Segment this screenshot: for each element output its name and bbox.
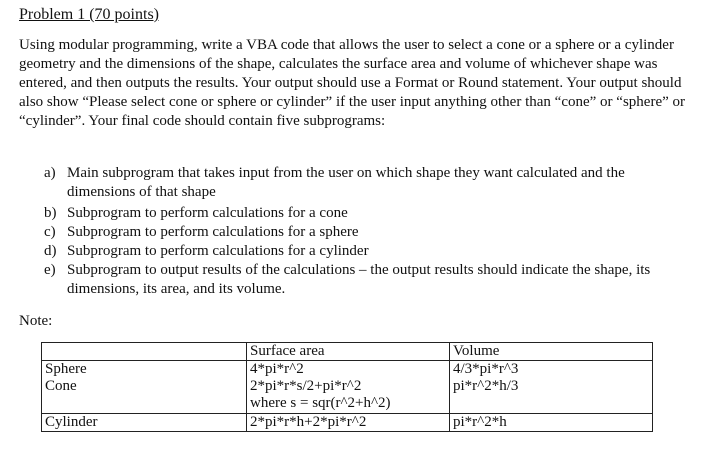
list-item xyxy=(44,164,684,202)
list-item-text: Subprogram to output results of the calculations – the output results should indicate the shape, its dimensions, its area, and its volume. xyxy=(67,262,651,297)
table-header-cell: Volume xyxy=(450,343,653,361)
table-header-row xyxy=(42,343,653,361)
shape-cone: Cone xyxy=(45,378,77,394)
list-item-text: Subprogram to perform calculations for a sphere xyxy=(67,224,359,240)
cone-area-note: where s = sqr(r^2+h^2) xyxy=(250,395,391,411)
problem-title: Problem 1 (70 points) xyxy=(19,6,159,23)
list-item xyxy=(44,204,684,223)
shape-cell xyxy=(42,361,247,414)
shape-sphere: Sphere xyxy=(45,361,87,377)
sphere-volume: 4/3*pi*r^3 xyxy=(453,361,519,377)
list-item-text: Main subprogram that takes input from the user on which shape they want calculated and the dimensions of that shape xyxy=(67,165,625,200)
list-item-text: Subprogram to perform calculations for a cylinder xyxy=(67,243,369,259)
cylinder-area: 2*pi*r*h+2*pi*r^2 xyxy=(247,414,450,432)
cone-volume: pi*r^2*h/3 xyxy=(453,378,519,394)
list-marker: d) xyxy=(44,243,57,259)
cylinder-volume: pi*r^2*h xyxy=(450,414,653,432)
list-marker: b) xyxy=(44,205,57,221)
shape-cylinder: Cylinder xyxy=(42,414,247,432)
table-header-cell xyxy=(42,343,247,361)
formula-table xyxy=(41,342,653,432)
table-header-cell: Surface area xyxy=(247,343,450,361)
table-row xyxy=(42,361,653,414)
problem-description: Using modular programming, write a VBA code that allows the user to select a cone or a sphere or a cylinder geometry and the dimensions of the shape, calculates the surface area and volume of whichever shape was entered, and then outputs the results. Your output should use a Format or Round statement. Your output should also show “Please select cone or sphere or cylinder” if the user input anything other than “cone” or “sphere” or “cylinder”. Your final code should contain five subprograms: xyxy=(19,37,685,129)
volume-cell xyxy=(450,361,653,414)
list-item xyxy=(44,261,684,299)
list-item-text: Subprogram to perform calculations for a cone xyxy=(67,205,348,221)
subprogram-list xyxy=(44,164,684,299)
table-row xyxy=(42,414,653,432)
note-label: Note: xyxy=(19,313,53,329)
list-marker: e) xyxy=(44,262,56,278)
sphere-area: 4*pi*r^2 xyxy=(250,361,304,377)
cone-area: 2*pi*r*s/2+pi*r^2 xyxy=(250,378,362,394)
area-cell xyxy=(247,361,450,414)
list-item xyxy=(44,223,684,242)
list-item xyxy=(44,242,684,261)
list-marker: a) xyxy=(44,165,56,181)
list-marker: c) xyxy=(44,224,56,240)
